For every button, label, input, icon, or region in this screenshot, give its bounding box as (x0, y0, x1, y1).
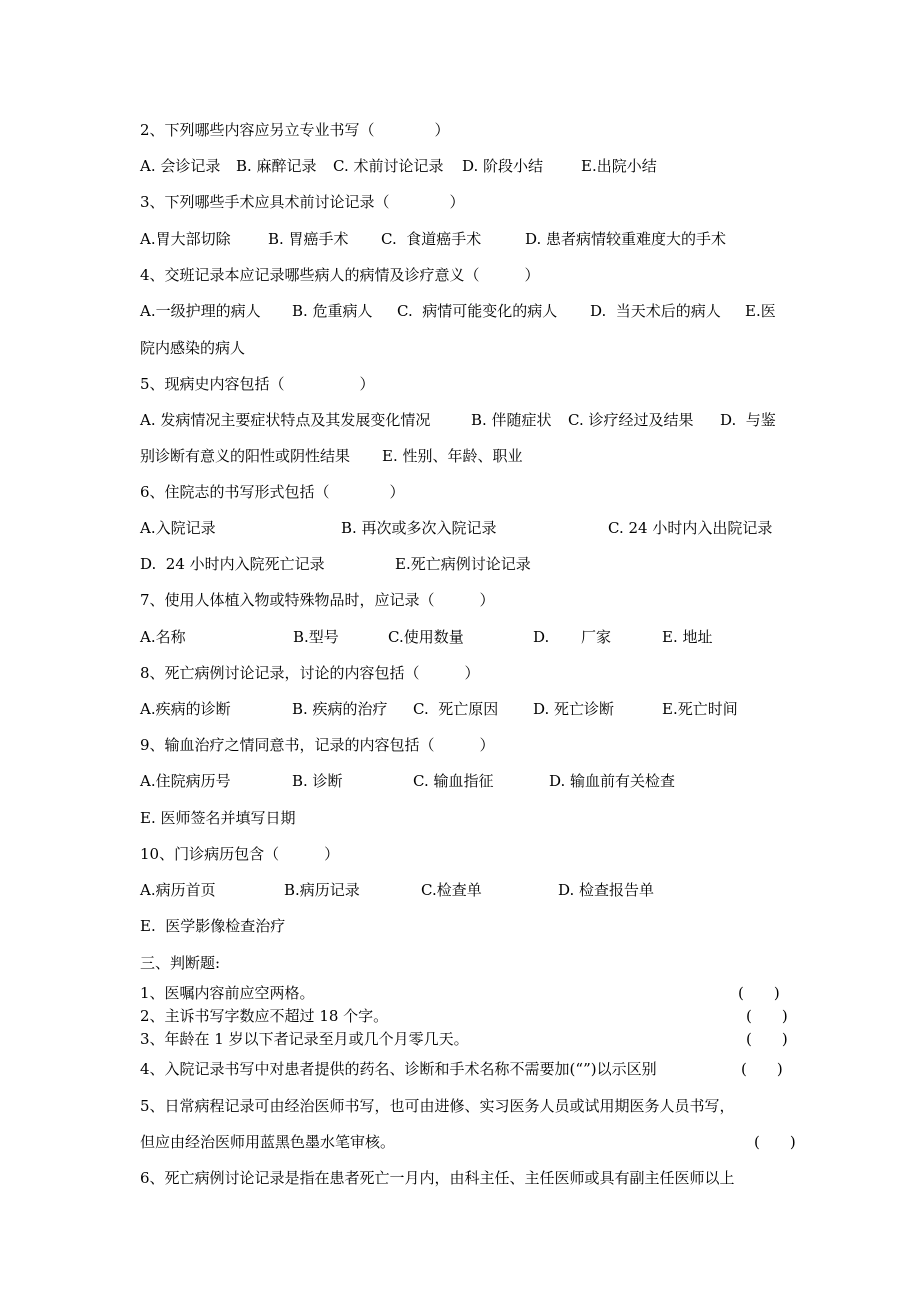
judgment-item-6 (140, 1168, 790, 1188)
judgment-item-text: 4、入院记录书写中对患者提供的药名、诊断和手术名称不需要加(“”)以示区别 (140, 1060, 657, 1078)
question-9-options-cont (140, 808, 790, 828)
question-7-text: 7、使用人体植入物或特殊物品时，应记录（ ） (140, 591, 495, 609)
answer-blank: ( ) (738, 984, 780, 1002)
question-3 (140, 192, 790, 212)
option-d-cont: 别诊断有意义的阳性或阴性结果 (140, 447, 351, 465)
option-e: E.死亡病例讨论记录 (395, 555, 531, 573)
option-b: B. 伴随症状 (471, 411, 552, 429)
option-c: C. 死亡原因 (413, 700, 499, 718)
judgment-item-text-cont: 但应由经治医师用蓝黑色墨水笔审核。 (140, 1133, 396, 1151)
judgment-item-5 (140, 1096, 790, 1116)
judgment-item-text: 5、日常病程记录可由经治医师书写，也可由进修、实习医务人员或试用期医务人员书写， (140, 1097, 735, 1115)
option-d: D. 检查报告单 (558, 881, 655, 899)
answer-blank: ( ) (746, 1007, 788, 1025)
judgment-item-text: 3、年龄在 1 岁以下者记录至月或几个月零几天。 (140, 1030, 469, 1048)
question-9 (140, 735, 790, 755)
option-b: B. 再次或多次入院记录 (341, 519, 497, 537)
question-2-text: 2、下列哪些内容应另立专业书写（ ） (140, 121, 450, 139)
option-a: A.病历首页 (140, 881, 216, 899)
question-8-options (140, 699, 790, 719)
question-7-options (140, 627, 790, 647)
judgment-item-1 (140, 983, 790, 1003)
option-e: E.医 (745, 302, 776, 320)
option-c: C.检查单 (421, 881, 482, 899)
question-5-options (140, 410, 790, 430)
judgment-item-3 (140, 1029, 790, 1049)
question-8-text: 8、死亡病例讨论记录，讨论的内容包括（ ） (140, 664, 480, 682)
question-8 (140, 663, 790, 683)
question-9-text: 9、输血治疗之情同意书，记录的内容包括（ ） (140, 736, 495, 754)
judgment-item-text: 1、医嘱内容前应空两格。 (140, 984, 315, 1002)
option-a: A. 会诊记录 (140, 157, 221, 175)
option-b: B. 疾病的治疗 (292, 700, 388, 718)
section-3-heading: 三、判断题: (140, 954, 221, 972)
option-d: D. 与鉴 (720, 411, 776, 429)
question-5 (140, 374, 790, 394)
option-e: E. 地址 (662, 628, 713, 646)
question-3-text: 3、下列哪些手术应具术前讨论记录（ ） (140, 193, 465, 211)
question-10-options (140, 880, 790, 900)
option-d: D. 阶段小结 (462, 157, 544, 175)
option-d-text: 厂家 (581, 628, 612, 646)
answer-blank: ( ) (746, 1030, 788, 1048)
option-a: A.胃大部切除 (140, 230, 231, 248)
answer-blank: ( ) (741, 1060, 783, 1078)
option-b: B.型号 (293, 628, 339, 646)
option-e: E.出院小结 (581, 157, 657, 175)
question-6 (140, 482, 790, 502)
answer-blank: ( ) (754, 1133, 796, 1151)
option-e: E. 性别、年龄、职业 (382, 447, 523, 465)
option-c: C. 输血指征 (413, 772, 494, 790)
option-a: A.名称 (140, 628, 186, 646)
option-a: A.一级护理的病人 (140, 302, 261, 320)
option-d: D. 当天术后的病人 (590, 302, 721, 320)
question-6-options (140, 518, 790, 538)
option-d: D. 患者病情较重难度大的手术 (525, 230, 727, 248)
option-d: D. 死亡诊断 (533, 700, 615, 718)
section-heading (140, 953, 790, 973)
option-c: C. 诊疗经过及结果 (568, 411, 694, 429)
option-e: E.死亡时间 (662, 700, 738, 718)
question-6-options-cont (140, 554, 790, 574)
option-a: A. 发病情况主要症状特点及其发展变化情况 (140, 411, 431, 429)
question-9-options (140, 771, 790, 791)
option-e: E. 医学影像检查治疗 (140, 917, 286, 935)
option-b: B. 麻醉记录 (236, 157, 317, 175)
judgment-item-2 (140, 1006, 790, 1026)
option-b: B.病历记录 (284, 881, 360, 899)
question-4-text: 4、交班记录本应记录哪些病人的病情及诊疗意义（ ） (140, 266, 540, 284)
option-a: A.入院记录 (140, 519, 216, 537)
judgment-item-text: 2、主诉书写字数应不超过 18 个字。 (140, 1007, 389, 1025)
question-10-options-cont (140, 916, 790, 936)
option-d: D. 输血前有关检查 (549, 772, 676, 790)
option-b: B. 胃癌手术 (268, 230, 349, 248)
option-c: C. 病情可能变化的病人 (397, 302, 558, 320)
question-5-text: 5、现病史内容包括（ ） (140, 375, 375, 393)
question-2 (140, 120, 790, 140)
option-d: D. 24 小时内入院死亡记录 (140, 555, 325, 573)
option-c: C. 食道癌手术 (381, 230, 482, 248)
question-5-options-cont (140, 446, 790, 466)
option-a: A.住院病历号 (140, 772, 231, 790)
option-a: A.疾病的诊断 (140, 700, 231, 718)
question-4-options (140, 301, 790, 321)
option-b: B. 诊断 (292, 772, 343, 790)
option-b: B. 危重病人 (292, 302, 373, 320)
option-e-cont: 院内感染的病人 (140, 339, 246, 357)
option-c: C.使用数量 (388, 628, 464, 646)
question-10 (140, 844, 790, 864)
judgment-item-text: 6、死亡病例讨论记录是指在患者死亡一月内，由科主任、主任医师或具有副主任医师以上 (140, 1169, 735, 1187)
option-c: C. 24 小时内入出院记录 (608, 519, 773, 537)
option-e: E. 医师签名并填写日期 (140, 809, 296, 827)
option-d: D. (533, 628, 550, 646)
question-4 (140, 265, 790, 285)
judgment-item-5-cont (140, 1132, 796, 1152)
question-10-text: 10、门诊病历包含（ ） (140, 845, 340, 863)
question-3-options (140, 229, 790, 249)
judgment-item-4 (140, 1059, 790, 1079)
question-2-options (140, 156, 790, 176)
question-6-text: 6、住院志的书写形式包括（ ） (140, 483, 405, 501)
option-c: C. 术前讨论记录 (333, 157, 444, 175)
question-4-options-cont (140, 338, 790, 358)
question-7 (140, 590, 790, 610)
